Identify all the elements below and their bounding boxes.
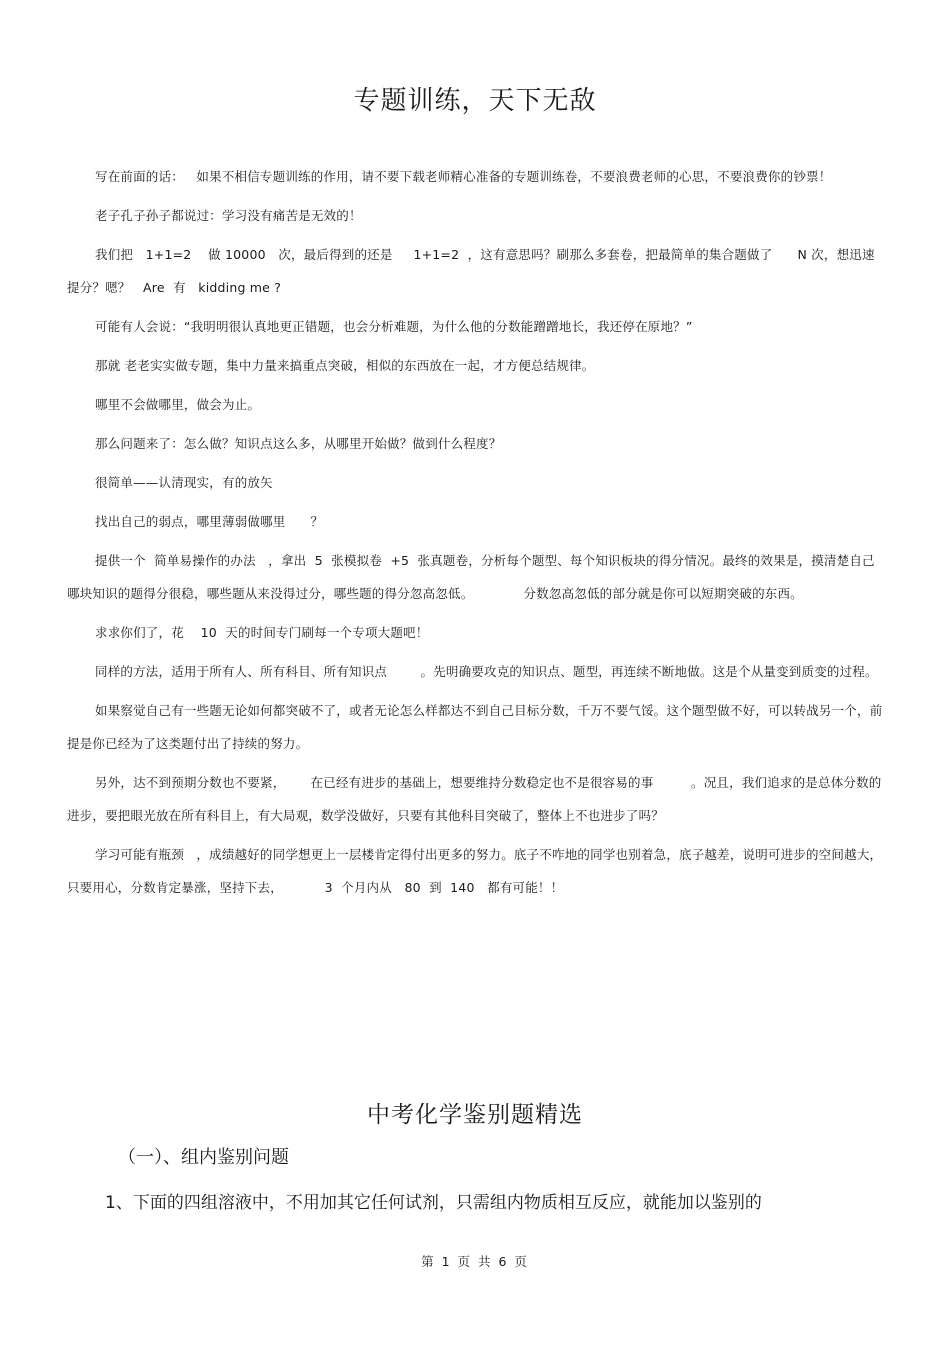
- paragraph: 学习可能有瓶颈 ，成绩越好的同学想更上一层楼肯定得付出更多的努力。底子不咋地的同学也别着急，底子越差，说明可进步的空间越大，只要用心，分数肯定暴涨，坚持下去， 3 个月内从 80 到 140 都有可能！！: [67, 847, 883, 895]
- paragraph: 那么问题来了：怎么做？知识点这么多，从哪里开始做？做到什么程度？: [95, 436, 502, 451]
- paragraph: 求求你们了，花 10 天的时间专门刷每一个专项大题吧！: [95, 625, 429, 640]
- paragraph: 可能有人会说：“我明明很认真地更正错题，也会分析难题，为什么他的分数能蹭蹭地长，我还停在原地？”: [95, 319, 693, 334]
- paragraph: 找出自己的弱点，哪里薄弱做哪里 ？: [95, 514, 324, 529]
- paragraph: 哪里不会做哪里，做会为止。: [95, 397, 261, 412]
- preface-body: [67, 160, 887, 910]
- question-text: 1、下面的四组溶液中，不用加其它任何试剂，只需组内物质相互反应，就能加以鉴别的: [105, 1193, 762, 1213]
- section-title: 中考化学鉴别题精选: [367, 1102, 583, 1128]
- section-heading: （一）、组内鉴别问题: [118, 1147, 289, 1168]
- page-title: 专题训练，天下无敌: [353, 86, 597, 116]
- paragraph: 那就 老老实实做专题，集中力量来搞重点突破，相似的东西放在一起，才方便总结规律。: [95, 358, 595, 373]
- paragraph: 如果察觉自己有一些题无论如何都突破不了，或者无论怎么样都达不到自己目标分数，千万不要气馁。这个题型做不好，可以转战另一个，前提是你已经为了这类题付出了持续的努力。: [67, 703, 883, 751]
- paragraph: 很简单——认清现实，有的放矢: [95, 475, 273, 490]
- paragraph: 同样的方法，适用于所有人、所有科目、所有知识点 。先明确要攻克的知识点、题型，再连续不断地做。这是个从量变到质变的过程。: [95, 664, 878, 679]
- paragraph: 提供一个 简单易操作的办法 ，拿出 5 张模拟卷 +5 张真题卷，分析每个题型、每个知识板块的得分情况。最终的效果是，摸清楚自己哪块知识的题得分很稳，哪些题从来没得过分，哪些题的得分忽高忽低。 分数忽高忽低的部分就是你可以短期突破的东西。: [67, 553, 875, 601]
- paragraph: 另外，达不到预期分数也不要紧， 在已经有进步的基础上，想要维持分数稳定也不是很容易的事 。况且，我们追求的是总体分数的进步，要把眼光放在所有科目上，有大局观，数学没做好，只要有其他科目突破了，整体上不也进步了吗？: [67, 775, 882, 823]
- paragraph: 老子孔子孙子都说过：学习没有痛苦是无效的！: [95, 208, 362, 223]
- page-footer: 第 1 页 共 6 页: [421, 1254, 529, 1269]
- paragraph: 写在前面的话： 如果不相信专题训练的作用，请不要下载老师精心准备的专题训练卷，不要浪费老师的心思，不要浪费你的钞票！: [95, 169, 832, 184]
- paragraph: 我们把 1+1=2 做 10000 次，最后得到的还是 1+1=2 ，这有意思吗？刷那么多套卷，把最简单的集合题做了 N 次，想迅速提分？嗯？ Are 有 kidding me ?: [67, 247, 875, 295]
